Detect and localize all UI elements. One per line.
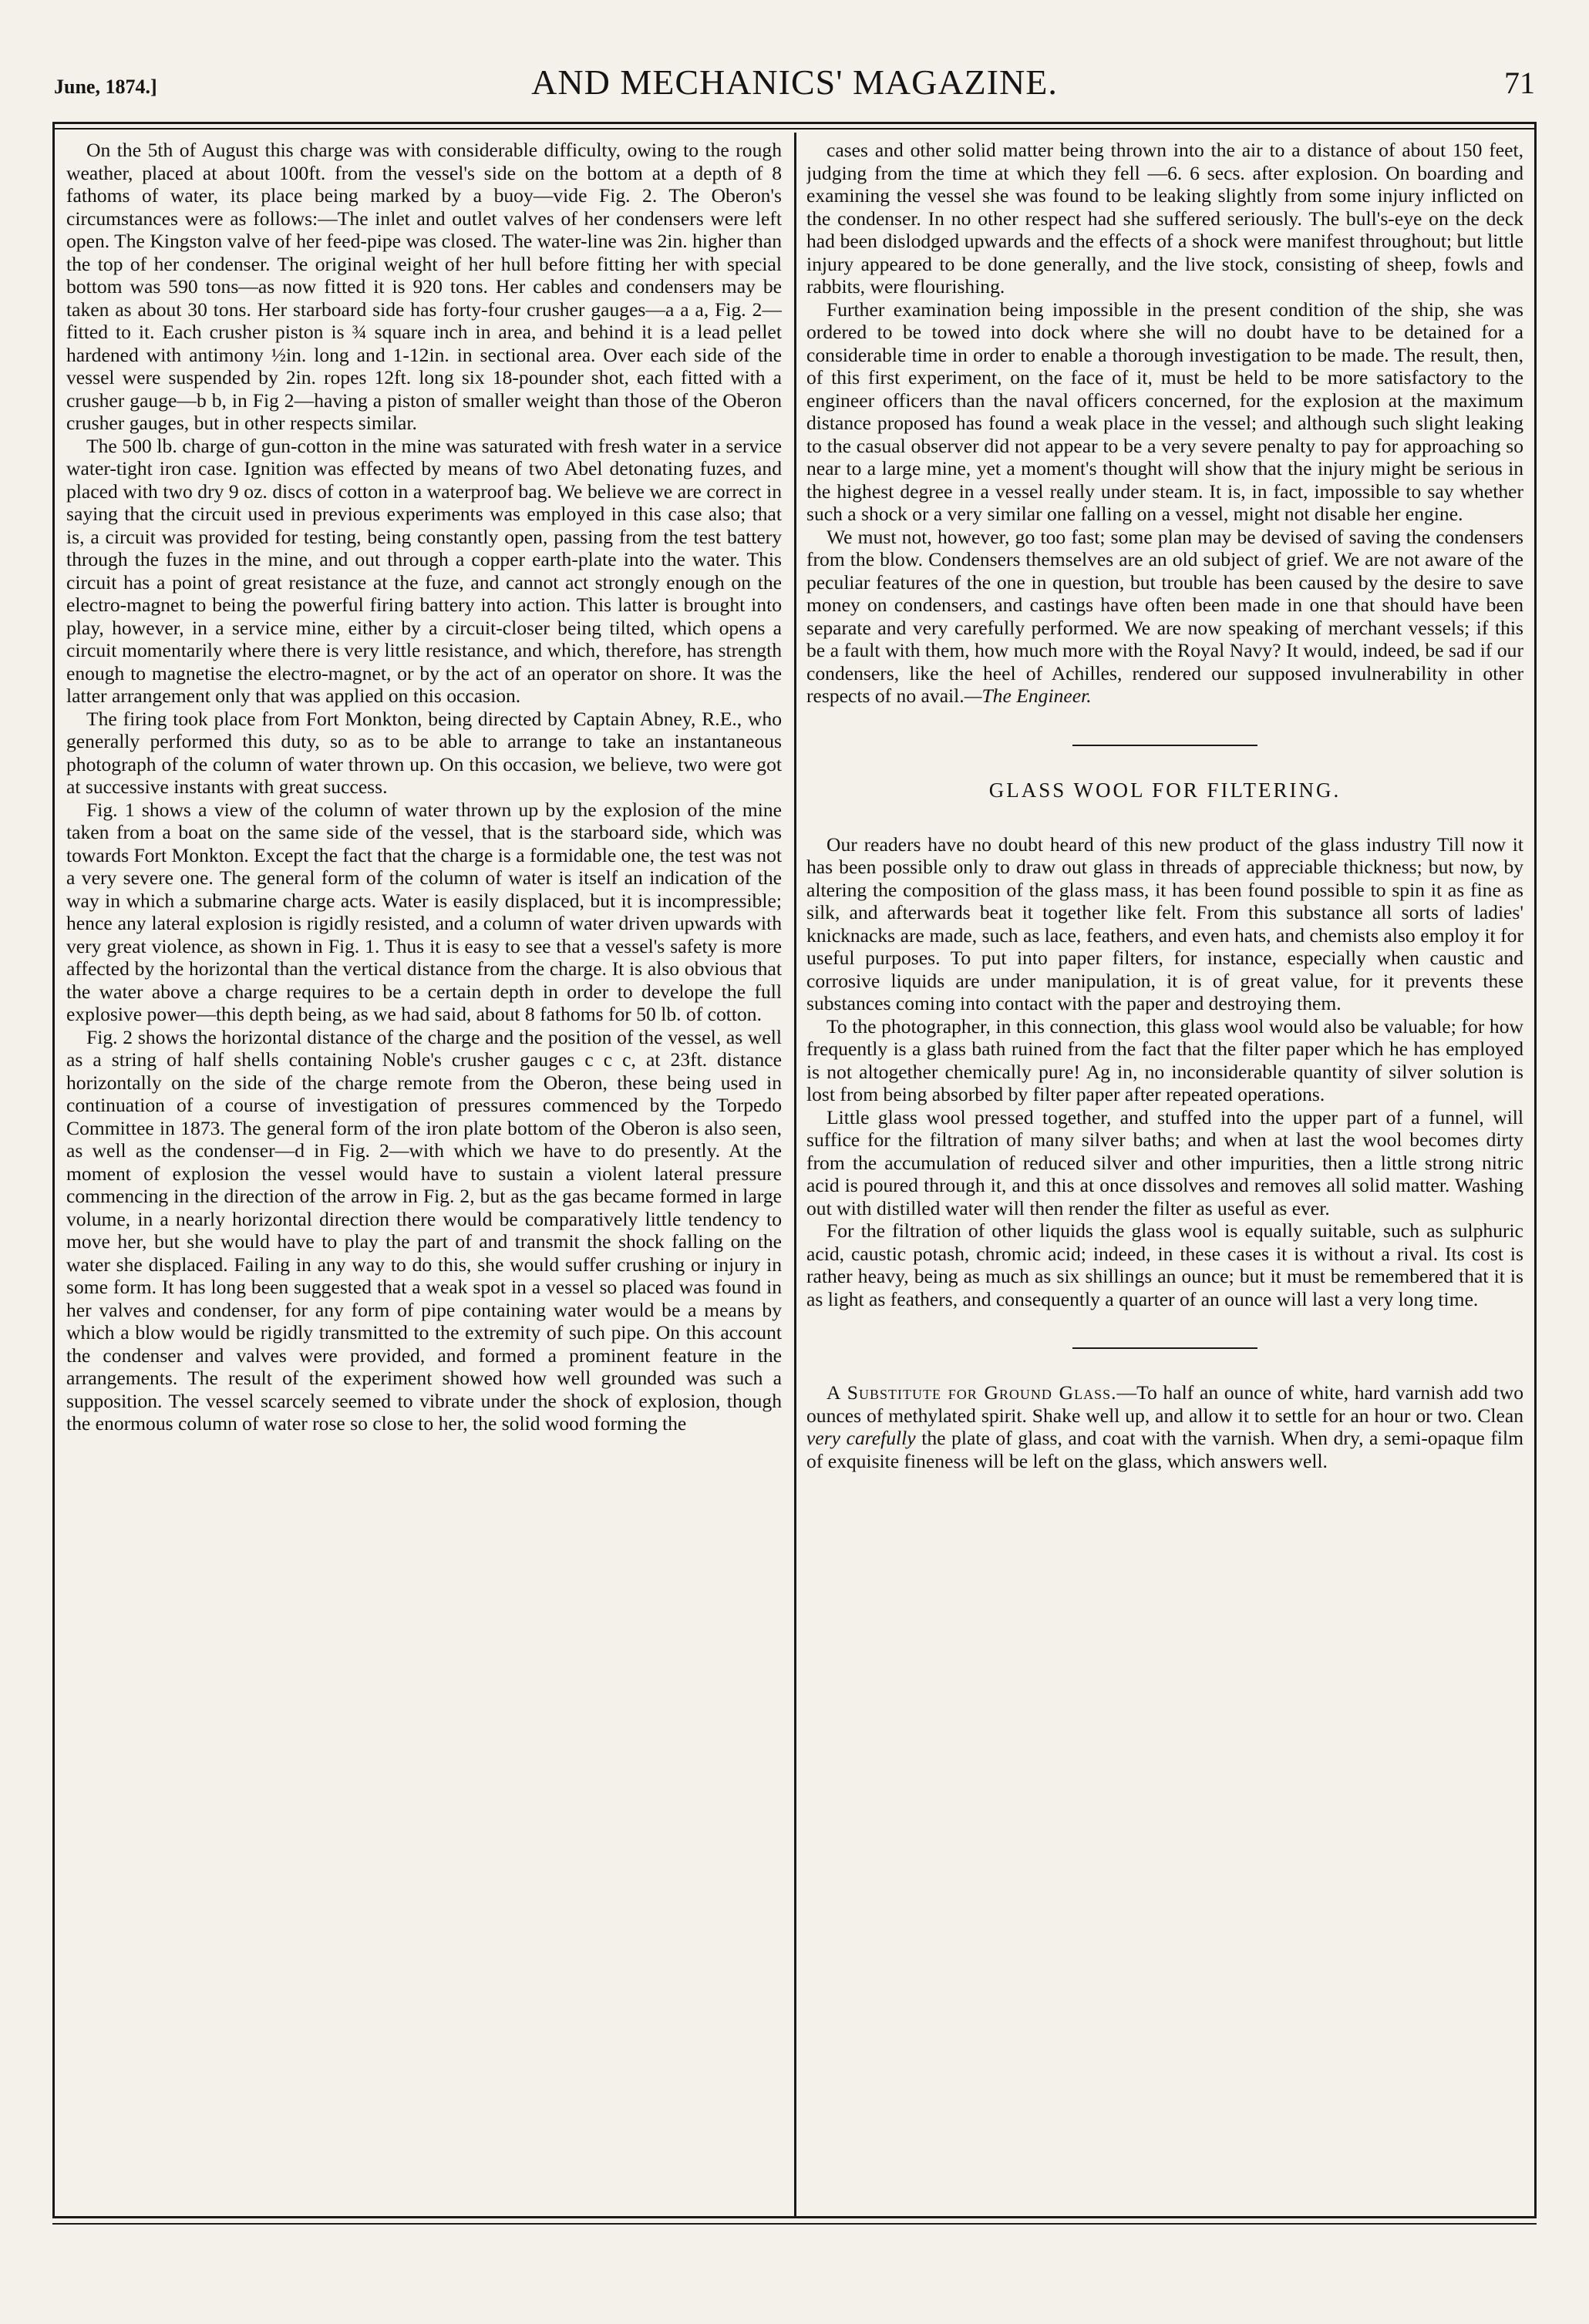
issue-date: June, 1874.] — [54, 76, 157, 98]
magazine-title: AND MECHANICS' MAGAZINE. — [531, 62, 1058, 102]
article-paragraph: cases and other solid matter being thrown into the air to a distance of about 150 feet, judging from the time at which they fell —6. 6 secs. after explosion. On boarding and examining the vessel she was found to be leaking slightly from some injury inflicted on the condenser. In no other respect had she suffered seriously. The bull's-eye on the deck had been dislodged upwards and the effects of a shock were manifest throughout; but little injury appeared to be done generally, and the live stock, consisting of sheep, fowls and rabbits, were flourishing. — [806, 139, 1523, 298]
substitute-paragraph — [806, 1381, 1523, 1472]
top-rule — [52, 128, 1537, 129]
article-paragraph-text: We must not, however, go too fast; some plan may be devised of saving the condensers from the blow. Condensers themselves are an old subject of grief. We are not aware of the peculiar features of the one in question, but trouble has been caused by the desire to save money on condensers, and castings have often been made in one that should have been separate and very carefully performed. We are now speaking of merchant vessels; if this be a fault with them, how much more with the Royal Navy? It would, indeed, be sad if our condensers, like the heel of Achilles, rendered our supposed invulnerability in other respects of no avail. — [806, 525, 1523, 707]
section-divider — [1072, 745, 1257, 746]
left-column — [66, 139, 782, 2212]
substitute-text: the plate of glass, and coat with the varnish. When dry, a semi-opaque film of exquisite fineness will be left on the glass, which answers well. — [806, 1427, 1523, 1472]
page-number: 71 — [1504, 66, 1535, 100]
article-paragraph: Further examination being impossible in the present condition of the ship, she was ordered to be towed into dock where she will no doubt have to be detained for a considerable time in order to enable a thorough investigation to be made. The result, then, of this first experiment, on the face of it, must be held to be more satisfactory to the engineer officers than the naval officers concerned, for the explosion at the maximum distance proposed has found a weak place in the vessel; and although such slight leaking to the casual observer did not appear to be a very severe penalty to pay for approaching so near to a large mine, yet a moment's thought will show that the injury might be serious in the highest degree in a vessel really under steam. It is, in fact, impossible to say whether such a shock or a very similar one falling on a vessel, might not disable her engine. — [806, 298, 1523, 525]
article-paragraph: Fig. 1 shows a view of the column of water thrown up by the explosion of the mine taken from a boat on the same side of the vessel, that is the starboard side, which was towards Fort Monkton. Except the fact that the charge is a formidable one, the test was not a very severe one. The general form of the column of water is itself an indication of the way in which a submarine charge acts. Water is easily displaced, but it is incompressible; hence any lateral explosion is rigidly resisted, and a column of water driven upwards with very great violence, as shown in Fig. 1. Thus it is easy to see that a vessel's safety is more affected by the horizontal than the vertical distance from the charge. It is also obvious that the water above a charge requires to be a certain depth in order to develope the full explosive power—this depth being, as we had said, about 8 fathoms for 50 lb. of cotton. — [66, 798, 782, 1025]
substitute-heading: A Substitute for Ground Glass. — [826, 1381, 1117, 1404]
source-attribution: —The Engineer. — [964, 684, 1092, 707]
section-divider — [1072, 1347, 1257, 1349]
article-paragraph-last — [806, 526, 1523, 708]
glass-wool-paragraph: Little glass wool pressed together, and stuffed into the upper part of a funnel, will suffice for the filtration of many silver baths; and when at last the wool becomes dirty from the accumulation of reduced silver and other impurities, then a little strong nitric acid is poured through it, and this at once dissolves and removes all solid matter. Washing out with distilled water will then render the filter as useful as ever. — [806, 1105, 1523, 1219]
substitute-emphasis: very carefully — [806, 1427, 916, 1449]
glass-wool-paragraph: For the filtration of other liquids the glass wool is equally suitable, such as sulphuric acid, caustic potash, chromic acid; indeed, in these cases it is without a rival. Its cost is rather heavy, being as much as six shillings an ounce; but it must be remembered that it is as light as feathers, and consequently a quarter of an ounce will last a very long time. — [806, 1219, 1523, 1310]
right-column — [806, 139, 1523, 2212]
article-paragraph: On the 5th of August this charge was with considerable difficulty, owing to the rough weather, placed at about 100ft. from the vessel's side on the bottom at a depth of 8 fathoms of water, its place being marked by a buoy—vide Fig. 2. The Oberon's circumstances were as follows:—The inlet and outlet valves of her condensers were left open. The Kingston valve of her feed-pipe was closed. The water-line was 2in. higher than the top of her condenser. The original weight of her hull before fitting her with special bottom was 590 tons—as now fitted it is 920 tons. Her cables and condensers may be taken as about 30 tons. Her starboard side has forty-four crusher gauges—a a a, Fig. 2—fitted to it. Each crusher piston is ¾ square inch in area, and behind it is a lead pellet hardened with antimony ½in. long and 1-12in. in sectional area. Over each side of the vessel were suspended by 2in. ropes 12ft. long six 18-pounder shot, each fitted with a crusher gauge—b b, in Fig 2—having a piston of smaller weight than those of the Oberon crusher gauges, but in other respects similar. — [66, 139, 782, 434]
article-paragraph: The firing took place from Fort Monkton, being directed by Captain Abney, R.E., who generally performed this duty, so as to be able to arrange to take an instantaneous photograph of the column of water thrown up. On this occasion, we believe, two were got at successive instants with great success. — [66, 707, 782, 798]
article-paragraph: Fig. 2 shows the horizontal distance of the charge and the position of the vessel, as well as a string of half shells containing Noble's crusher gauges c c c, at 23ft. distance horizontally on the side of the charge remote from the Oberon, these being used in continuation of a course of investigation of pressures commenced by the Torpedo Committee in 1873. The general form of the iron plate bottom of the Oberon is also seen, as well as the condenser—d in Fig. 2—with which we have to do presently. At the moment of explosion the vessel would have to sustain a violent lateral pressure commencing in the direction of the arrow in Fig. 2, but as the gas became formed in large volume, in a nearly horizontal direction there would be comparatively little tendency to move her, but she would have to play the part of and transmit the shock falling on the water she displaced. Failing in any way to do this, she would suffer crushing or injury in some form. It has long been suggested that a weak spot in a vessel so placed was found in her valves and condenser, for any form of pipe containing water would be a means by which a blow would be rigidly transmitted to the extremity of such pipe. On this account the condenser and valves were provided, and formed a prominent feature in the arrangements. The result of the experiment showed how well grounded was such a supposition. The vessel scarcely seemed to vibrate under the shock of explosion, though the enormous column of water rose so close to her, the solid wood forming the — [66, 1025, 782, 1434]
glass-wool-paragraph: To the photographer, in this connection, this glass wool would also be valuable; for how frequently is a glass bath ruined from the fact that the filter paper which he has employed is not altogether chemically pure! Ag in, no inconsiderable quantity of silver solution is lost from being absorbed by filter paper after repeated operations. — [806, 1014, 1523, 1105]
article-paragraph: The 500 lb. charge of gun-cotton in the mine was saturated with fresh water in a service water-tight iron case. Ignition was effected by means of two Abel detonating fuzes, and placed with two dry 9 oz. discs of cotton in a waterproof bag. We believe we are correct in saying that the circuit used in previous experiments was employed in this case also; that is, a circuit was provided for testing, being constantly open, passing from the test battery through the fuzes in the mine, and out through a copper earth-plate into the water. This circuit has a point of great resistance at the fuze, and cannot act strongly enough on the electro-magnet to being the powerful firing battery into action. This latter is brought into play, however, in a service mine, either by a circuit-closer being tilted, which opens a circuit momentarily where there is very little resistance, and which, therefore, has strength enough to magnetise the electro-magnet, or by the act of an operator on shore. It was the latter arrangement only that was applied on this occasion. — [66, 434, 782, 707]
substitute-text: —To half an ounce of white, hard varnish add two ounces of methylated spirit. Shake well up, and allow it to settle for an hour or two. Clean — [806, 1381, 1523, 1427]
column-divider — [794, 133, 796, 2218]
glass-wool-paragraph: Our readers have no doubt heard of this new product of the glass industry Till now it has been possible only to draw out glass in threads of appreciable thickness; but now, by altering the composition of the glass mass, it has been found possible to spin it as fine as silk, and afterwards beat it together like felt. From this substance all sorts of ladies' knicknacks are made, such as lace, feathers, and even hats, and chemists also employ it for useful purposes. To put into paper filters, for instance, especially when caustic and corrosive liquids are under manipulation, it is of great value, for it prevents these substances coming into contact with the paper and destroying them. — [806, 832, 1523, 1014]
section-heading: GLASS WOOL FOR FILTERING. — [988, 778, 1342, 802]
bottom-rule — [52, 2223, 1537, 2225]
page-header — [54, 60, 1535, 114]
